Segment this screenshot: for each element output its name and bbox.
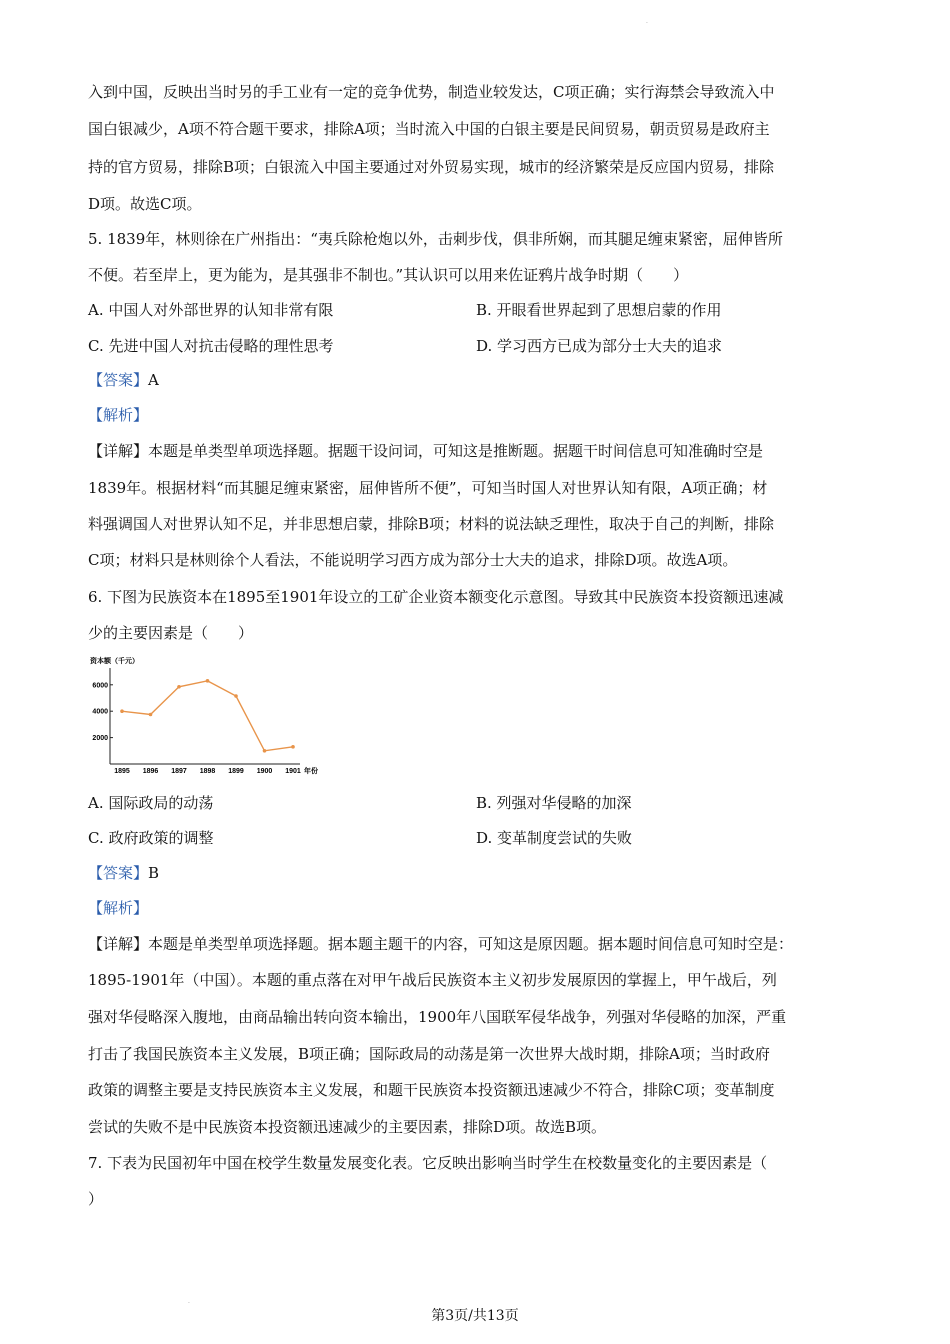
answer-value: B [148,864,160,882]
answer-tag: 【答案】 [88,864,149,882]
question-7-stem: ） [88,1190,104,1208]
question-6-stem: 6. 下图为民族资本在1895至1901年设立的工矿企业资本额变化示意图。导致其中民族资本投资额迅速减 [88,588,784,606]
answer-tag: 【答案】 [88,371,149,389]
q5-detail-line [88,441,763,461]
x-tick-label: 1898 [199,768,216,775]
y-axis-label: 资本额（千元） [90,658,139,665]
x-tick-label: 1897 [171,768,187,775]
y-tick-label: 2000 [92,735,108,743]
question-5-stem: 5. 1839年，林则徐在广州指出：“夷兵除枪炮以外，击刺步伐，俱非所娴，而其腿足缠束紧密，屈伸皆所 [88,230,783,248]
detail-text: 本题是单类型单项选择题。据题干设问词，可知这是推断题。据题干时间信息可知准确时空是 [148,442,764,460]
x-tick-label: 1901 [285,768,301,775]
data-point [120,709,124,713]
x-tick-label: 1895 [114,768,130,775]
answer-value: A [148,371,159,389]
page-footer: 第3页/共13页 [431,1308,519,1324]
q6-detail-line: 尝试的失败不是中民族资本投资额迅速减少的主要因素，排除D项。故选B项。 [88,1118,607,1136]
question-6-stem: 少的主要因素是（ ） [88,624,254,642]
q5-detail-line: C项；材料只是林则徐个人看法，不能说明学习西方成为部分士大夫的追求，排除D项。故选A项。 [88,551,738,569]
q5-option-a: A. 中国人对外部世界的认知非常有限 [88,301,334,319]
data-point [263,749,267,753]
detail-tag: 【详解】 [88,935,149,953]
detail-tag: 【详解】 [88,442,149,460]
q5-detail-line: 料强调国人对世界认知不足，并非思想启蒙，排除B项；材料的说法缺乏理性，取决于自己的判断，排除 [88,515,775,533]
y-tick-label: 4000 [92,708,108,716]
q6-option-d: D. 变革制度尝试的失败 [476,829,633,847]
series-line [122,681,293,751]
question-5-stem: 不便。若至岸上，更为能为，是其强非不制也。”其认识可以用来佐证鸦片战争时期（ ） [88,266,689,284]
data-point [206,679,210,683]
q5-detail-line: 1839年。根据材料“而其腿足缠束紧密，屈伸皆所不便”，可知当时国人对世界认知有限，A项正确；材 [88,479,768,497]
data-point [177,685,181,689]
q5-option-b: B. 开眼看世界起到了思想启蒙的作用 [476,301,722,319]
q6-analysis-tag: 【解析】 [88,899,149,917]
q6-detail-line: 1895-1901年（中国）。本题的重点落在对甲午战后民族资本主义初步发展原因的掌握上，甲午战后，列 [88,971,777,989]
q6-detail-line: 打击了我国民族资本主义发展，B项正确；国际政局的动荡是第一次世界大战时期，排除A项；当时政府 [88,1045,770,1063]
detail-text: 本题是单类型单项选择题。据本题主题干的内容，可知这是原因题。据本题时间信息可知时空是： [148,935,794,953]
q5-option-c: C. 先进中国人对抗击侵略的理性思考 [88,337,334,355]
q6-option-b: B. 列强对华侵略的加深 [476,794,632,812]
capital-line-chart [88,652,328,780]
x-tick-label: 1899 [228,768,244,775]
q6-detail-line: 政策的调整主要是支持民族资本主义发展，和题干民族资本投资额迅速减少不符合，排除C项；变革制度 [88,1081,775,1099]
q6-detail-line: 强对华侵略深入腹地，由商品输出转向资本输出，1900年八国联军侵华战争，列强对华侵略的加深，严重 [88,1008,787,1026]
q6-option-c: C. 政府政策的调整 [88,829,214,847]
q5-answer [88,370,159,390]
q5-analysis-tag: 【解析】 [88,406,149,424]
text-line: 持的官方贸易，排除B项；白银流入中国主要通过对外贸易实现，城市的经济繁荣是反应国内贸易，排除 [88,158,775,176]
x-tick-label: 1896 [142,768,159,775]
decorative-dot: · [188,1300,190,1307]
q6-detail-line [88,934,793,954]
text-line: 入到中国，反映出当时另的手工业有一定的竞争优势，制造业较发达，C项正确；实行海禁会导致流入中 [88,83,775,101]
y-tick-label: 6000 [92,682,108,690]
text-line: D项。故选C项。 [88,195,202,213]
decorative-dot: · [646,20,648,27]
q5-option-d: D. 学习西方已成为部分士大夫的追求 [476,337,723,355]
x-tick-label: 1900 [256,768,273,775]
text-line: 国白银减少，A项不符合题干要求，排除A项；当时流入中国的白银主要是民间贸易，朝贡贸易是政府主 [88,120,770,138]
question-7-stem: 7. 下表为民国初年中国在校学生数量发展变化表。它反映出影响当时学生在校数量变化的主要因素是（ [88,1154,768,1172]
data-point [291,745,295,749]
q6-answer [88,863,159,883]
data-point [234,694,238,698]
x-axis-label: 年份 [304,768,318,775]
q6-option-a: A. 国际政局的动荡 [88,794,214,812]
data-point [149,713,153,717]
